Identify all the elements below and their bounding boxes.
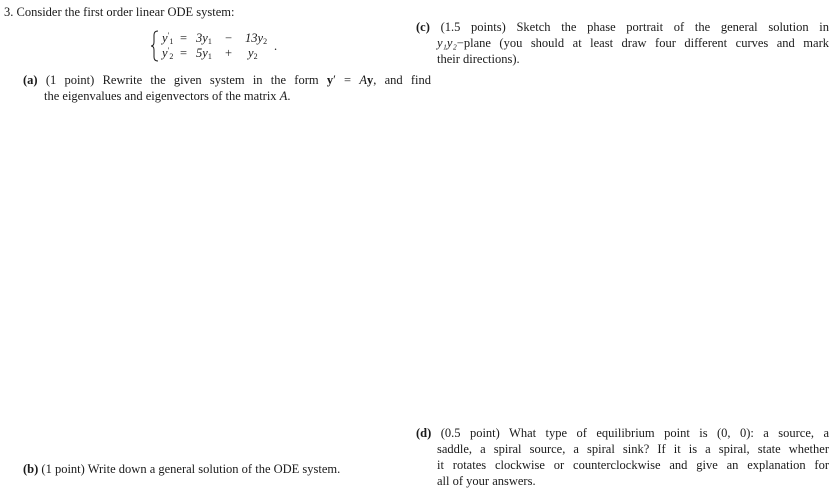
problem-header — [4, 4, 235, 20]
problem-intro: Consider the first order linear ODE system: — [16, 5, 235, 19]
part-a-line2: the eigenvalues and eigenvectors of the matrix — [44, 89, 277, 103]
part-a: (a) (1 point) Rewrite the given system in the form y′ = Ay, and find the eigenvalues and eigenvectors of the matrix A. — [23, 73, 432, 103]
part-c-label: (c) — [416, 20, 430, 34]
part-a-text-mid: , and find — [373, 73, 432, 87]
part-d-text1: What type of equilibrium point is — [509, 426, 708, 440]
part-c-text1: Sketch the phase portrait of the general solution in — [516, 20, 829, 34]
part-a-points: (1 point) — [45, 73, 95, 87]
part-a-text: Rewrite the given system in the form — [102, 73, 319, 87]
part-c-plane: y₁y₂ — [437, 36, 457, 50]
part-d-line4: all of your answers. — [437, 474, 536, 488]
part-b-points: (1 point) — [41, 462, 85, 476]
problem-number: 3. — [4, 5, 14, 19]
part-d-line2: saddle, a spiral source, a spiral sink? If it is a spiral, state whether — [437, 442, 829, 456]
part-d-label: (d) — [416, 426, 432, 440]
part-d — [416, 425, 829, 489]
part-a-label: (a) — [23, 73, 38, 87]
part-a-matrix: A — [279, 89, 288, 103]
part-d-text2: : a source, a — [750, 426, 829, 440]
ode-system: $y'_1$ = $3y_1$ − $13y_2$ $y'_2$ = $5y_1$ + $y_2$ . — [150, 30, 290, 62]
part-c-text2: −plane (you should at least draw four different curves and mark — [456, 36, 829, 50]
part-c-text3: their directions). — [437, 52, 520, 66]
system-period: . — [274, 39, 278, 53]
part-d-point: (0, 0) — [717, 426, 751, 440]
part-d-line3: it rotates clockwise or counterclockwise and give an explanation for — [437, 458, 829, 472]
part-d-points: (0.5 point) — [440, 426, 500, 440]
part-a-form: y′ = Ay — [326, 73, 374, 87]
part-c — [416, 19, 829, 67]
part-b — [23, 461, 403, 477]
left-brace-icon — [150, 30, 160, 62]
part-b-label: (b) — [23, 462, 39, 476]
part-b-text: Write down a general solution of the ODE system. — [87, 462, 341, 476]
part-c-points: (1.5 points) — [440, 20, 506, 34]
